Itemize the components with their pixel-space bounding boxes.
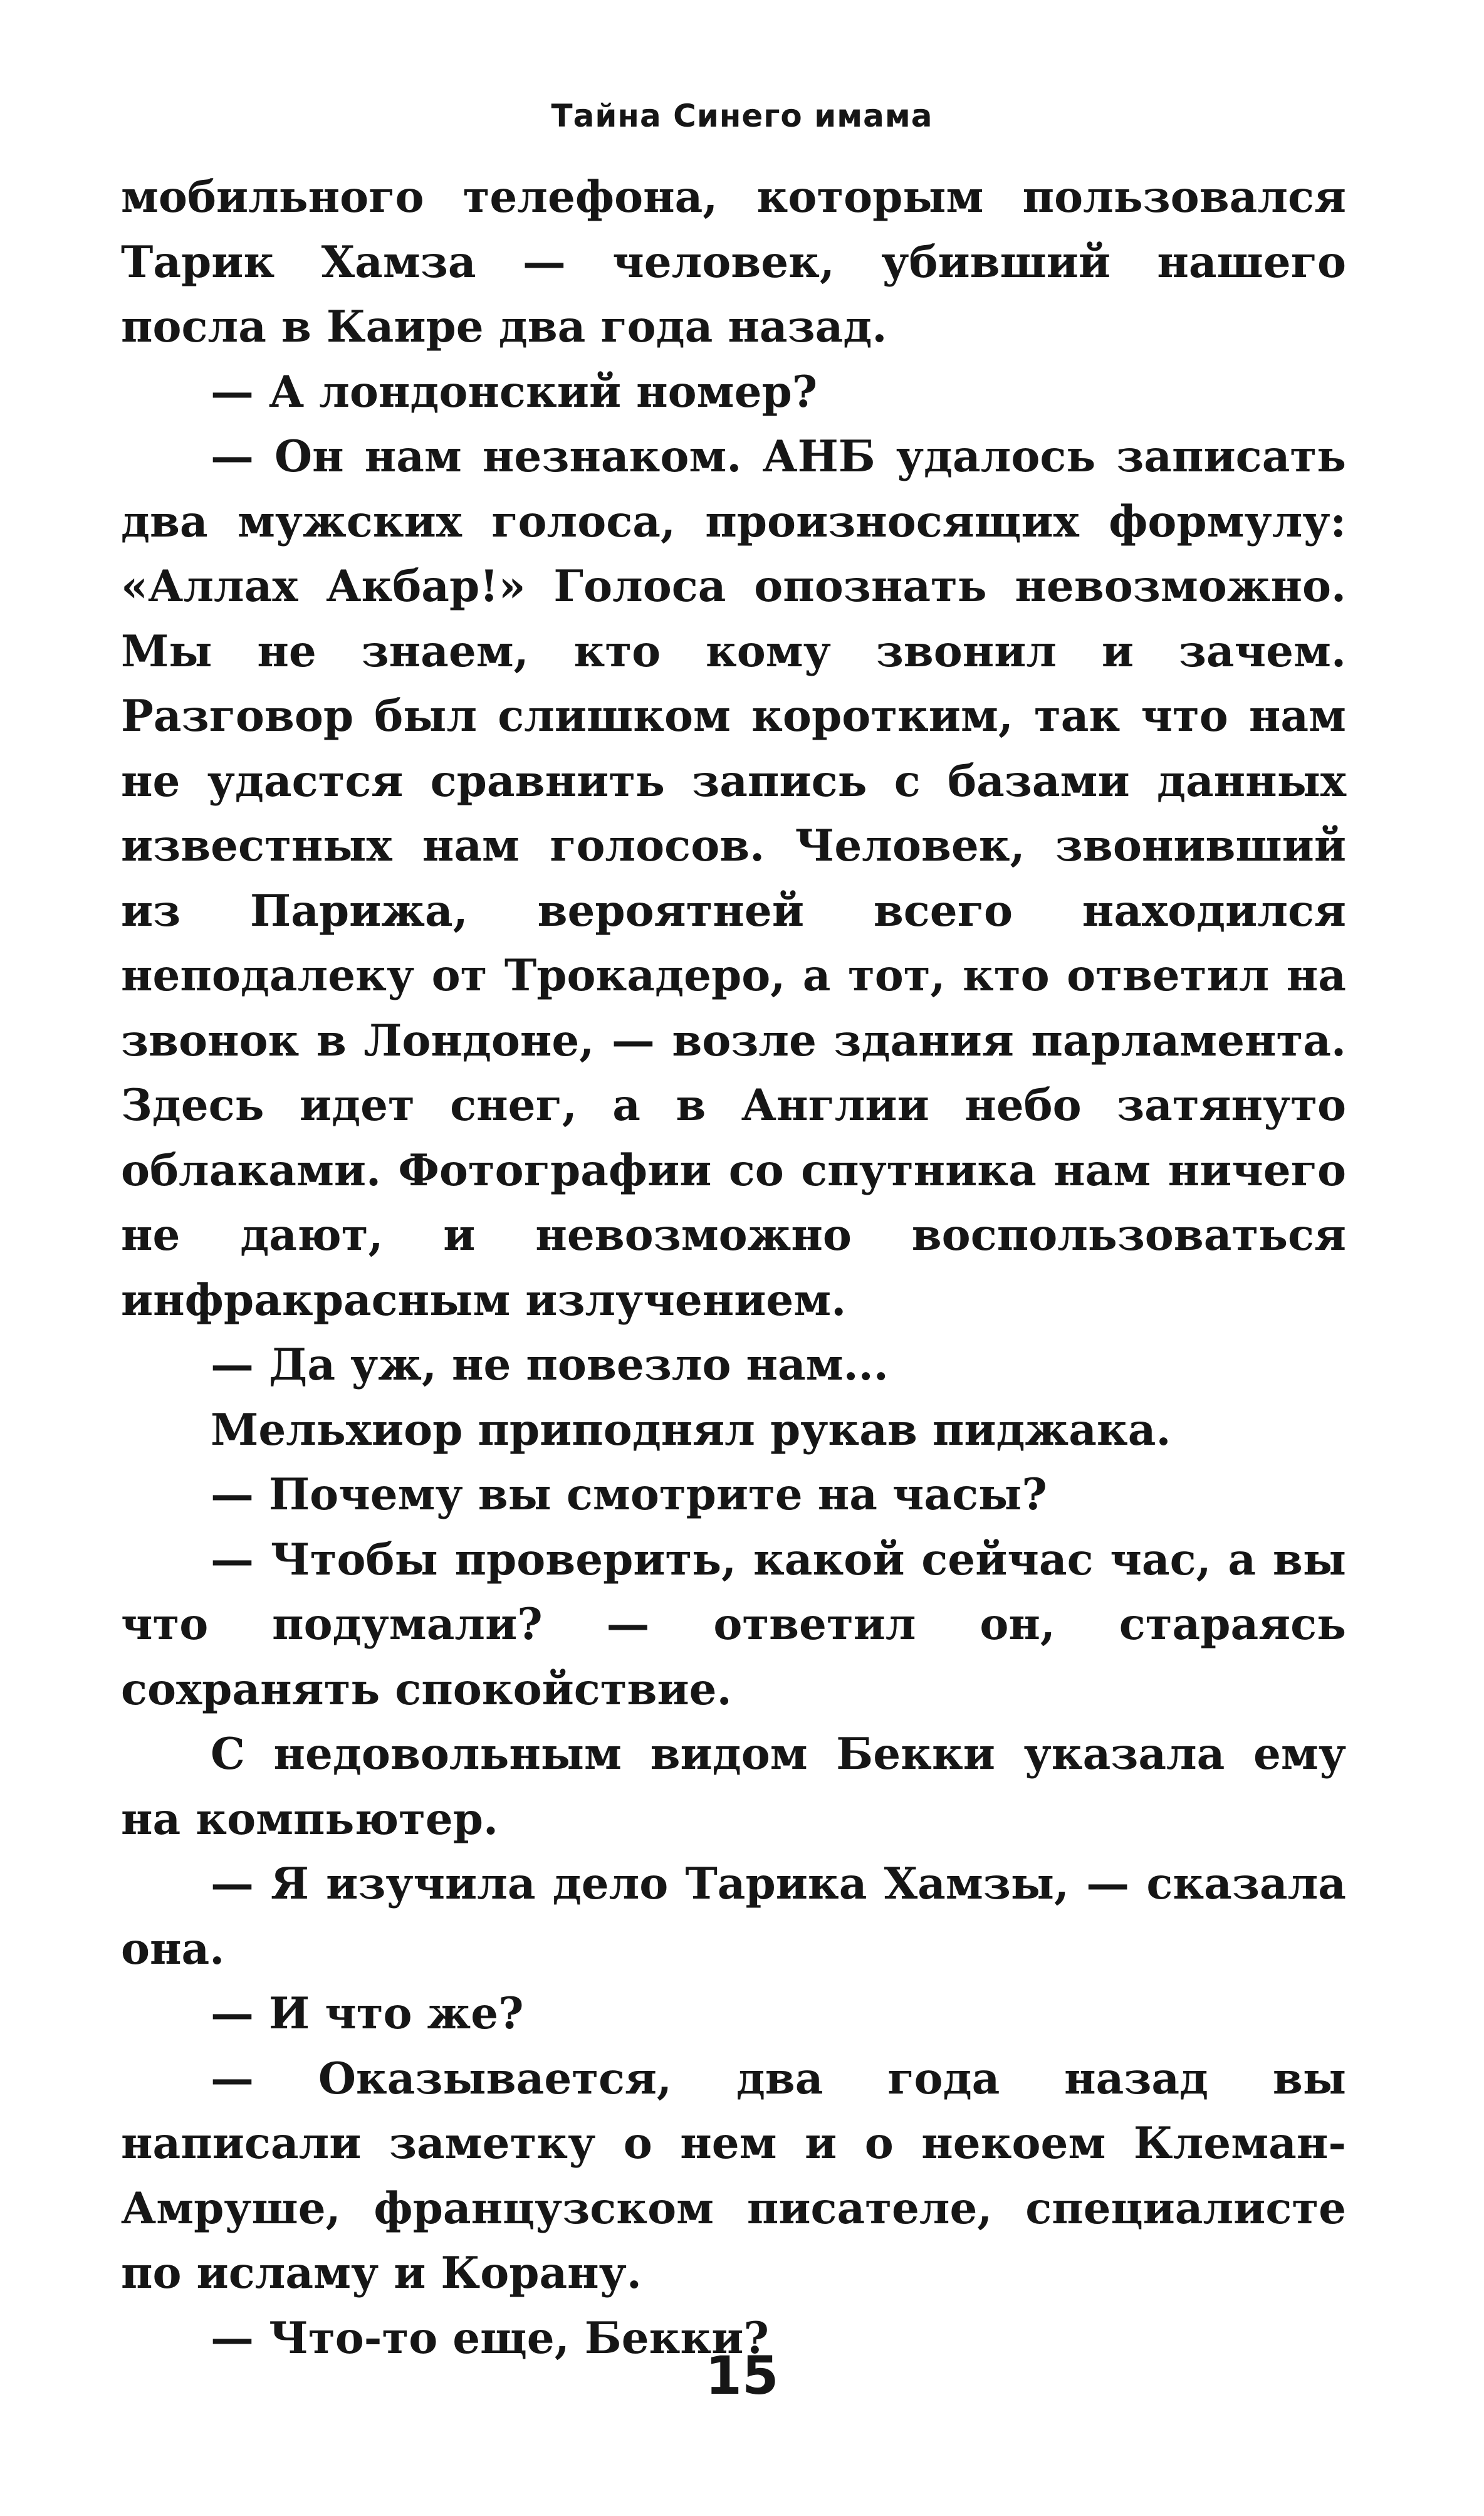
paragraph-narration-sleeve: Мельхиор приподнял рукав пиджака. — [211, 1404, 1171, 1455]
paragraph-dialogue-article: — Оказывается, два года назад вы написали заметку о нем и о некоем Клеман-Амруше, французском писателе, специалисте по исламу и Корану. — [121, 2053, 1346, 2298]
paragraph-dialogue-watch-question: — Почему вы смотрите на часы? — [211, 1469, 1047, 1520]
paragraph-dialogue-watch-answer: — Чтобы проверить, какой сейчас час, а вы что подумали? — ответил он, стараясь сохранять спокойствие. — [121, 1534, 1346, 1715]
paragraph-dialogue-anything-else: — Что-то еще, Бекки? — [211, 2312, 769, 2364]
page-number: 15 — [705, 2345, 779, 2406]
paragraph-dialogue-case-study: — Я изучила дело Тарика Хамзы, — сказала она. — [121, 1858, 1346, 1974]
paragraph-dialogue-bad-luck: — Да уж, не повезло нам... — [211, 1339, 889, 1390]
paragraph-continuation: мобильного телефона, которым пользовался Тарик Хамза — человек, убивший нашего посла в Каире два года назад. — [121, 172, 1346, 352]
paragraph-dialogue-nsa-report: — Он нам незнаком. АНБ удалось записать два мужских голоса, произносящих формулу: «Аллах Акбар!» Голоса опознать невозможно. Мы не знаем, кто кому звонил и зачем. Разговор был слишком коротким, так что нам не удастся сравнить запись с базами данных известных нам голосов. Человек, звонивший из Парижа, вероятней всего находился неподалеку от Трокадеро, а тот, кто ответил на звонок в Лондоне, — возле здания парламента. Здесь идет снег, а в Англии небо затянуто облаками. Фотографии со спутника нам ничего не дают, и невозможно воспользоваться инфракрасным излучением. — [121, 431, 1346, 1326]
paragraph-dialogue-london-number: — А лондонский номер? — [211, 366, 818, 417]
paragraph-narration-computer: С недовольным видом Бекки указала ему на компьютер. — [121, 1729, 1346, 1845]
running-header-title: Тайна Синего имама — [551, 98, 933, 134]
paragraph-dialogue-and-what: — И что же? — [211, 1988, 524, 2039]
page-body-text — [121, 165, 1346, 2371]
